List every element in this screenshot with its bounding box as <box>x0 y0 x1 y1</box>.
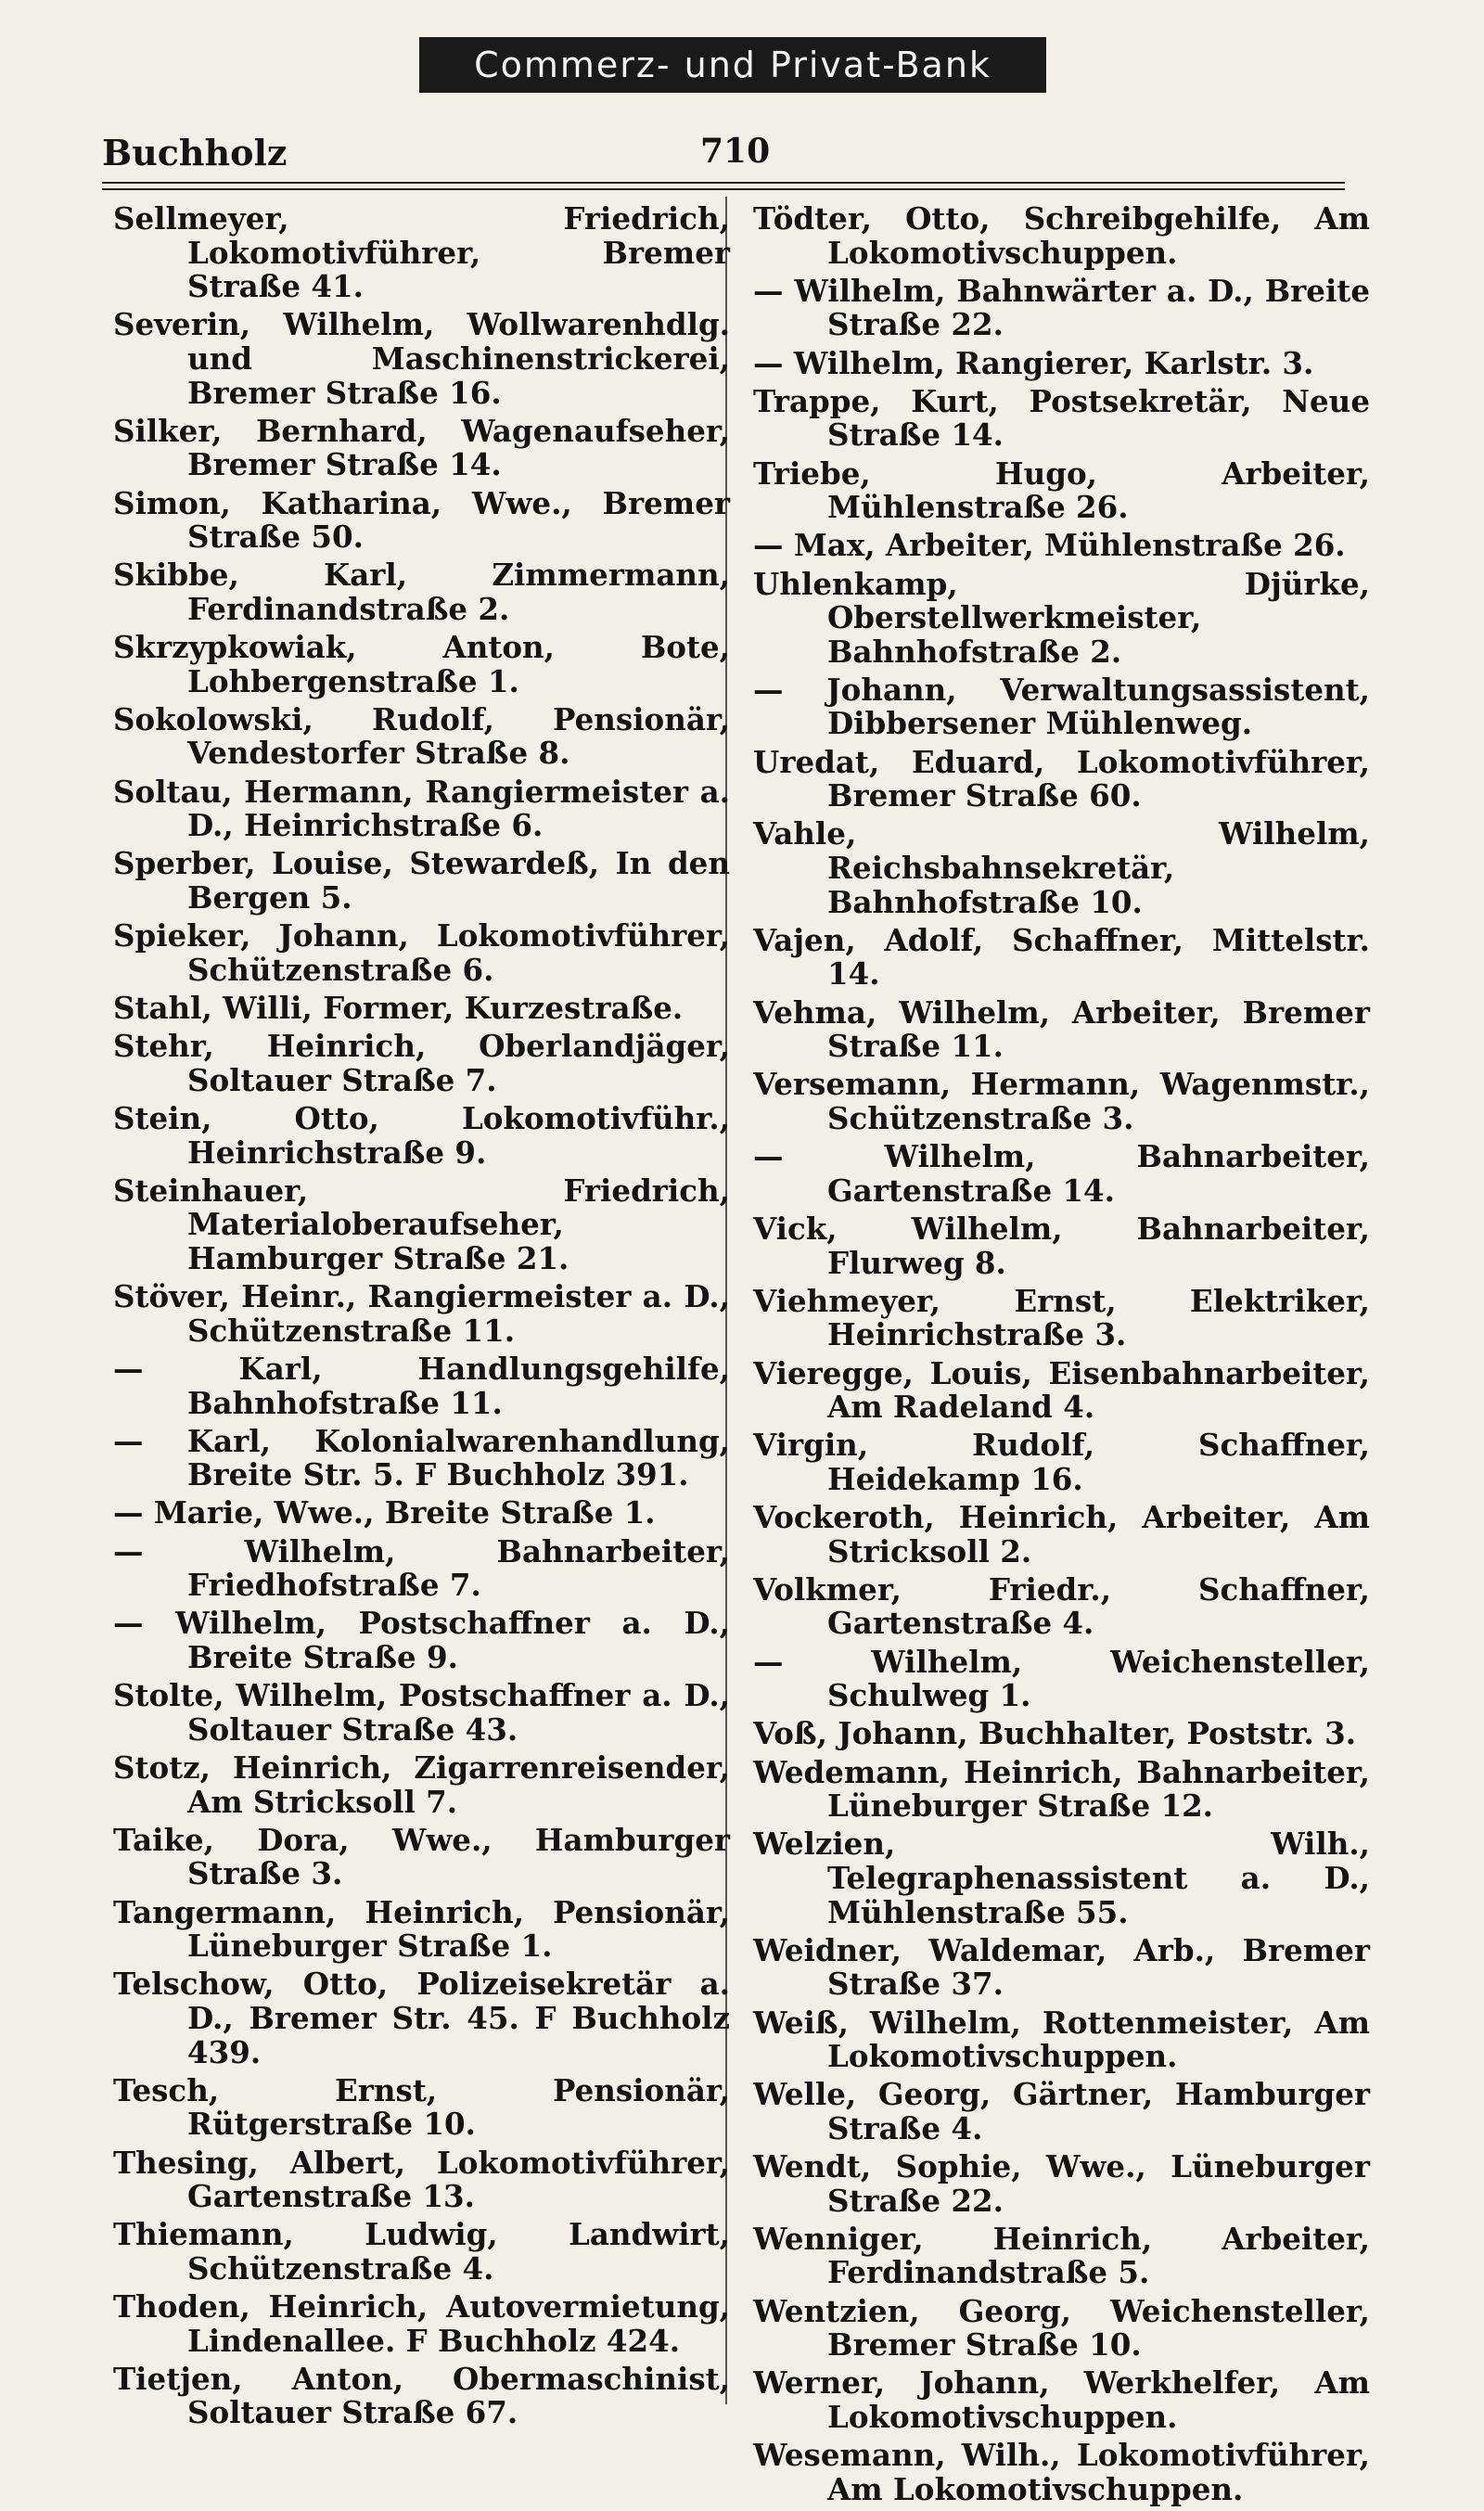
directory-entry: Viehmeyer, Ernst, Elektriker, Heinrichstraße 3. <box>753 1282 1370 1353</box>
directory-entry: Sellmeyer, Friedrich, Lokomotivführer, Bremer Straße 41. <box>113 200 730 305</box>
directory-entry: Stotz, Heinrich, Zigarrenreisender, Am Stricksoll 7. <box>113 1749 730 1820</box>
directory-entry: Stolte, Wilhelm, Postschaffner a. D., Soltauer Straße 43. <box>113 1677 730 1748</box>
directory-entry: — Wilhelm, Rangierer, Karlstr. 3. <box>753 344 1314 381</box>
directory-entry: Stahl, Willi, Former, Kurzestraße. <box>113 990 684 1026</box>
right-column <box>753 202 1370 2511</box>
directory-entry: Thoden, Heinrich, Autovermietung, Lindenallee. F Buchholz 424. <box>113 2288 730 2359</box>
directory-entry: — Karl, Handlungsgehilfe, Bahnhofstraße 11. <box>113 1350 730 1421</box>
directory-entry: — Johann, Verwaltungsassistent, Dibbersener Mühlenweg. <box>753 671 1370 742</box>
directory-entry: Wedemann, Heinrich, Bahnarbeiter, Lüneburger Straße 12. <box>753 1753 1370 1825</box>
header-rule-bottom <box>102 188 1345 190</box>
directory-entry: Welle, Georg, Gärtner, Hamburger Straße 4. <box>753 2076 1370 2146</box>
directory-entry: Uredat, Eduard, Lokomotivführer, Bremer Straße 60. <box>753 743 1370 814</box>
directory-entry: Telschow, Otto, Polizeisekretär a. D., Bremer Str. 45. F Buchholz 439. <box>113 1966 730 2070</box>
directory-entry: Vick, Wilhelm, Bahnarbeiter, Flurweg 8. <box>753 1210 1370 1281</box>
directory-entry: Wendt, Sophie, Wwe., Lüneburger Straße 22. <box>753 2148 1370 2219</box>
directory-entry: Taike, Dora, Wwe., Hamburger Straße 3. <box>113 1821 730 1892</box>
directory-entry: Vockeroth, Heinrich, Arbeiter, Am Stricksoll 2. <box>753 1499 1370 1569</box>
bank-advert-banner: Commerz- und Privat-Bank <box>419 37 1046 93</box>
directory-entry: — Wilhelm, Bahnarbeiter, Friedhofstraße 7. <box>113 1532 730 1604</box>
directory-entry: Weidner, Waldemar, Arb., Bremer Straße 37. <box>753 1931 1370 2003</box>
left-column <box>113 202 730 2435</box>
directory-entry: — Marie, Wwe., Breite Straße 1. <box>113 1494 656 1531</box>
directory-entry: Tietjen, Anton, Obermaschinist, Soltauer Straße 67. <box>113 2360 730 2431</box>
directory-entry: Stehr, Heinrich, Oberlandjäger, Soltauer Straße 7. <box>113 1028 730 1098</box>
directory-entry: Spieker, Johann, Lokomotivführer, Schützenstraße 6. <box>113 917 730 988</box>
directory-entry: Vieregge, Louis, Eisenbahnarbeiter, Am Radeland 4. <box>753 1354 1370 1426</box>
directory-entry: — Karl, Kolonialwarenhandlung, Breite Str. 5. F Buchholz 391. <box>113 1422 730 1493</box>
directory-entry: Stöver, Heinr., Rangiermeister a. D., Schützenstraße 11. <box>113 1278 730 1349</box>
directory-entry: Tangermann, Heinrich, Pensionär, Lüneburger Straße 1. <box>113 1893 730 1965</box>
directory-entry: Wentzien, Georg, Weichensteller, Bremer Straße 10. <box>753 2292 1370 2364</box>
directory-entry: Trappe, Kurt, Postsekretär, Neue Straße 14. <box>753 382 1370 454</box>
directory-entry: Voß, Johann, Buchhalter, Poststr. 3. <box>753 1715 1357 1752</box>
directory-entry: Tesch, Ernst, Pensionär, Rütgerstraße 10. <box>113 2071 730 2143</box>
directory-entry: Skrzypkowiak, Anton, Bote, Lohbergenstraße 1. <box>113 629 730 699</box>
directory-entry: Volkmer, Friedr., Schaffner, Gartenstraße 4. <box>753 1570 1370 1642</box>
place-heading: Buchholz <box>102 132 288 173</box>
directory-entry: — Wilhelm, Bahnarbeiter, Gartenstraße 14. <box>753 1138 1370 1209</box>
header-rule-top <box>102 182 1345 184</box>
directory-entry: — Max, Arbeiter, Mühlenstraße 26. <box>753 527 1346 564</box>
directory-entry: Thesing, Albert, Lokomotivführer, Gartenstraße 13. <box>113 2144 730 2215</box>
directory-entry: Wenniger, Heinrich, Arbeiter, Ferdinandstraße 5. <box>753 2220 1370 2291</box>
directory-entry: Uhlenkamp, Djürke, Oberstellwerkmeister, Bahnhofstraße 2. <box>753 565 1370 670</box>
directory-entry: Simon, Katharina, Wwe., Bremer Straße 50. <box>113 484 730 556</box>
directory-entry: Virgin, Rudolf, Schaffner, Heidekamp 16. <box>753 1427 1370 1497</box>
directory-entry: — Wilhelm, Bahnwärter a. D., Breite Straße 22. <box>753 272 1370 343</box>
directory-entry: Soltau, Hermann, Rangiermeister a. D., Heinrichstraße 6. <box>113 773 730 844</box>
directory-entry: Vajen, Adolf, Schaffner, Mittelstr. 14. <box>753 921 1370 993</box>
page-number: 710 <box>700 132 771 171</box>
directory-entry: Thiemann, Ludwig, Landwirt, Schützenstraße 4. <box>113 2216 730 2287</box>
directory-entry: Sperber, Louise, Stewardeß, In den Bergen 5. <box>113 845 730 916</box>
directory-entry: — Wilhelm, Postschaffner a. D., Breite Straße 9. <box>113 1605 730 1676</box>
directory-entry: Stein, Otto, Lokomotivführ., Heinrichstraße 9. <box>113 1099 730 1171</box>
directory-entry: Severin, Wilhelm, Wollwarenhdlg. und Maschinenstrickerei, Bremer Straße 16. <box>113 306 730 411</box>
directory-entry: Welzien, Wilh., Telegraphenassistent a. D., Mühlenstraße 55. <box>753 1826 1370 1930</box>
directory-entry: Tödter, Otto, Schreibgehilfe, Am Lokomotivschuppen. <box>753 200 1370 271</box>
directory-entry: Sokolowski, Rudolf, Pensionär, Vendestorfer Straße 8. <box>113 700 730 772</box>
directory-entry: Vahle, Wilhelm, Reichsbahnsekretär, Bahnhofstraße 10. <box>753 815 1370 920</box>
directory-entry: Steinhauer, Friedrich, Materialoberaufseher, Hamburger Straße 21. <box>113 1172 730 1276</box>
directory-entry: Wesemann, Wilh., Lokomotivführer, Am Lokomotivschuppen. <box>753 2437 1370 2507</box>
directory-entry: Skibbe, Karl, Zimmermann, Ferdinandstraße 2. <box>113 557 730 627</box>
directory-entry: Weiß, Wilhelm, Rottenmeister, Am Lokomotivschuppen. <box>753 2004 1370 2075</box>
directory-entry: Werner, Johann, Werkhelfer, Am Lokomotivschuppen. <box>753 2364 1370 2436</box>
directory-entry: Triebe, Hugo, Arbeiter, Mühlenstraße 26. <box>753 455 1370 526</box>
running-head <box>102 132 1345 178</box>
directory-entry: Vehma, Wilhelm, Arbeiter, Bremer Straße 11. <box>753 993 1370 1065</box>
directory-entry: Versemann, Hermann, Wagenmstr., Schützenstraße 3. <box>753 1066 1370 1136</box>
directory-entry: Silker, Bernhard, Wagenaufseher, Bremer Straße 14. <box>113 412 730 483</box>
directory-entry: — Wilhelm, Weichensteller, Schulweg 1. <box>753 1643 1370 1714</box>
